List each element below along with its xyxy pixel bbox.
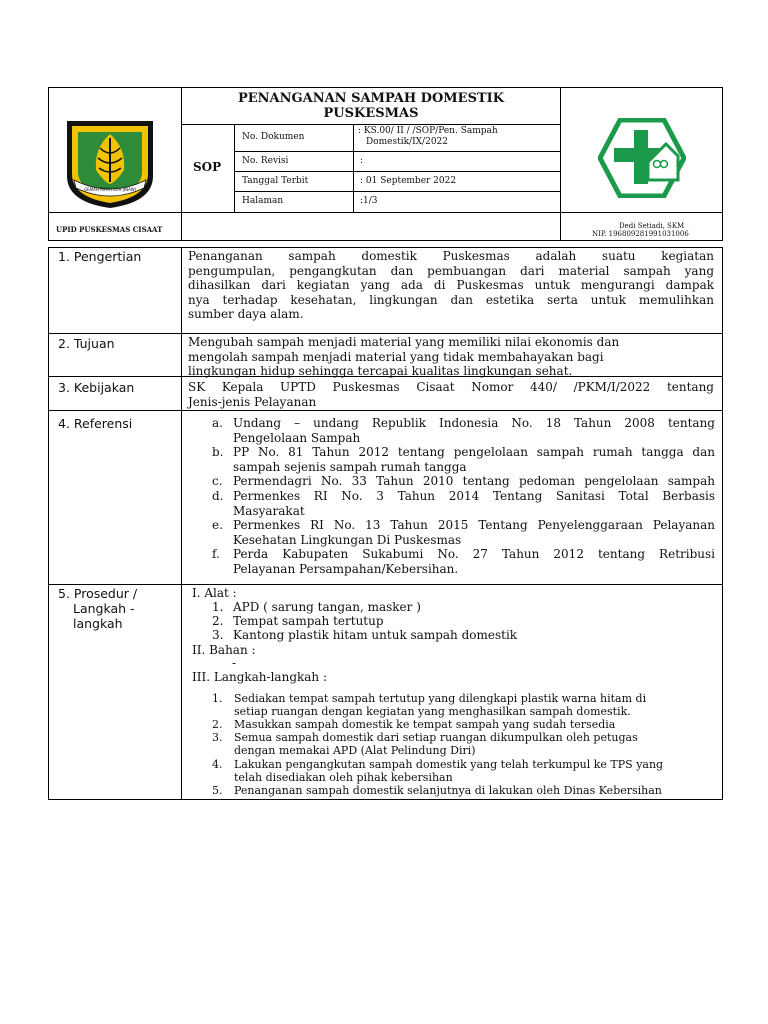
emblem-icon bbox=[64, 118, 156, 210]
field-value-halaman: :1/3 bbox=[360, 196, 378, 206]
step-item: 3. Semua sampah domestik dari setiap ruangan dikumpulkan oleh petugas dengan memakai APD (Alat Pelindung Diri) bbox=[212, 731, 638, 757]
signatory-nip: NIP. 196809281991031006 bbox=[592, 230, 689, 238]
section-body-kebijakan bbox=[188, 380, 714, 409]
pengertian-line: sumber daya alam. bbox=[188, 307, 304, 321]
puskesmas-logo bbox=[598, 118, 686, 198]
referensi-item: b. PP No. 81 Tahun 2012 tentang pengelolaan sampah rumah tangga dan sampah sejenis sampah rumah tangga bbox=[212, 445, 715, 474]
section-label-tujuan: 2. Tujuan bbox=[58, 336, 115, 351]
tujuan-line: Mengubah sampah menjadi material yang memiliki nilai ekonomis dan bbox=[188, 335, 620, 349]
field-value-no-dokumen: : KS.00/ II / /SOP/Pen. Sampah bbox=[358, 126, 498, 136]
step-item: 5. Penanganan sampah domestik selanjutnya di lakukan oleh Dinas Kebersihan bbox=[212, 784, 662, 797]
alat-item: 2. Tempat sampah tertutup bbox=[212, 614, 384, 628]
field-value-tanggal-terbit: : 01 September 2022 bbox=[360, 176, 457, 186]
section-body-referensi bbox=[212, 416, 715, 581]
pengertian-line: nya terhadap kesehatan, lingkungan dan estetika serta untuk memulihkan bbox=[188, 292, 714, 307]
referensi-item: c. Permendagri No. 33 Tahun 2010 tentang pedoman pengelolaan sampah bbox=[212, 474, 715, 488]
sop-label: SOP bbox=[193, 160, 222, 174]
pengertian-line: Penanganan sampah domestik Puskesmas adalah suatu kegiatan bbox=[188, 249, 714, 263]
kebijakan-line: Jenis-jenis Pelayanan bbox=[188, 394, 317, 409]
field-value-no-revisi: : bbox=[360, 156, 364, 166]
regency-emblem-logo bbox=[64, 118, 156, 210]
pengertian-line: dihasilkan dari kegiatan yang ada di Puskesmas untuk mengurangi dampak bbox=[188, 278, 714, 292]
step-item: 2. Masukkan sampah domestik ke tempat sampah yang sudah tersedia bbox=[212, 718, 616, 731]
step-item: 1. Sediakan tempat sampah tertutup yang dilengkapi plastik warna hitam di setiap ruangan dengan kegiatan yang menghasilkan sampah domestik. bbox=[212, 692, 647, 718]
signatory-name: Dedi Setiadi, SKM bbox=[619, 222, 685, 230]
section-body-pengertian bbox=[188, 249, 714, 322]
bahan-heading: II. Bahan : bbox=[192, 643, 256, 657]
title-line-2: PUSKESMAS bbox=[323, 106, 419, 121]
field-label-tanggal-terbit: Tanggal Terbit bbox=[242, 176, 309, 186]
section-label-referensi: 4. Referensi bbox=[58, 416, 133, 431]
langkah-heading: III. Langkah-langkah : bbox=[192, 670, 328, 684]
field-value-no-dokumen-line2: Domestik/IX/2022 bbox=[366, 137, 448, 147]
unit-name: UPID PUSKESMAS CISAAT bbox=[56, 225, 163, 234]
bahan-dash: - bbox=[232, 656, 237, 670]
referensi-item: d. Permenkes RI No. 3 Tahun 2014 Tentang Sanitasi Total Berbasis Masyarakat bbox=[212, 489, 715, 518]
alat-item: 1. APD ( sarung tangan, masker ) bbox=[212, 600, 421, 614]
alat-heading: I. Alat : bbox=[192, 586, 237, 600]
section-label-pengertian: 1. Pengertian bbox=[58, 249, 142, 264]
field-label-no-revisi: No. Revisi bbox=[242, 156, 289, 166]
tujuan-line: mengolah sampah menjadi material yang tidak membahayakan bagi bbox=[188, 349, 604, 364]
section-label-prosedur: 5. Prosedur / Langkah - langkah bbox=[58, 586, 138, 631]
document-title bbox=[190, 91, 552, 121]
field-label-halaman: Halaman bbox=[242, 196, 284, 206]
referensi-item: e. Permenkes RI No. 13 Tahun 2015 Tentang Penyelenggaraan Pelayanan Kesehatan Lingkungan Di Puskesmas bbox=[212, 518, 715, 547]
section-body-tujuan bbox=[188, 335, 714, 379]
alat-item: 3. Kantong plastik hitam untuk sampah domestik bbox=[212, 628, 518, 642]
tujuan-line: lingkungan hidup sehingga tercapai kualitas lingkungan sehat. bbox=[188, 364, 573, 378]
kebijakan-line: SK Kepala UPTD Puskesmas Cisaat Nomor 440/ /PKM/I/2022 tentang bbox=[188, 380, 714, 394]
pengertian-line: pengumpulan, pengangkutan dan pembuangan dari material sampah yang bbox=[188, 263, 714, 278]
section-label-kebijakan: 3. Kebijakan bbox=[58, 380, 135, 395]
step-item: 4. Lakukan pengangkutan sampah domestik yang telah terkumpul ke TPS yang telah disediakan oleh pihak kebersihan bbox=[212, 758, 664, 784]
section-body-prosedur bbox=[192, 586, 717, 798]
referensi-item: a. Undang – undang Republik Indonesia No. 18 Tahun 2008 tentang Pengelolaan Sampah bbox=[212, 416, 715, 445]
referensi-item: f. Perda Kabupaten Sukabumi No. 27 Tahun 2012 tentang Retribusi Pelayanan Persampahan/Kebersihan. bbox=[212, 547, 715, 576]
emblem-motto: GEMAH RIPAH LOH JINAWI bbox=[84, 187, 136, 192]
puskesmas-logo-icon bbox=[598, 118, 686, 198]
title-line-1: PENANGANAN SAMPAH DOMESTIK bbox=[237, 91, 505, 106]
field-label-no-dokumen: No. Dokumen bbox=[242, 132, 305, 142]
